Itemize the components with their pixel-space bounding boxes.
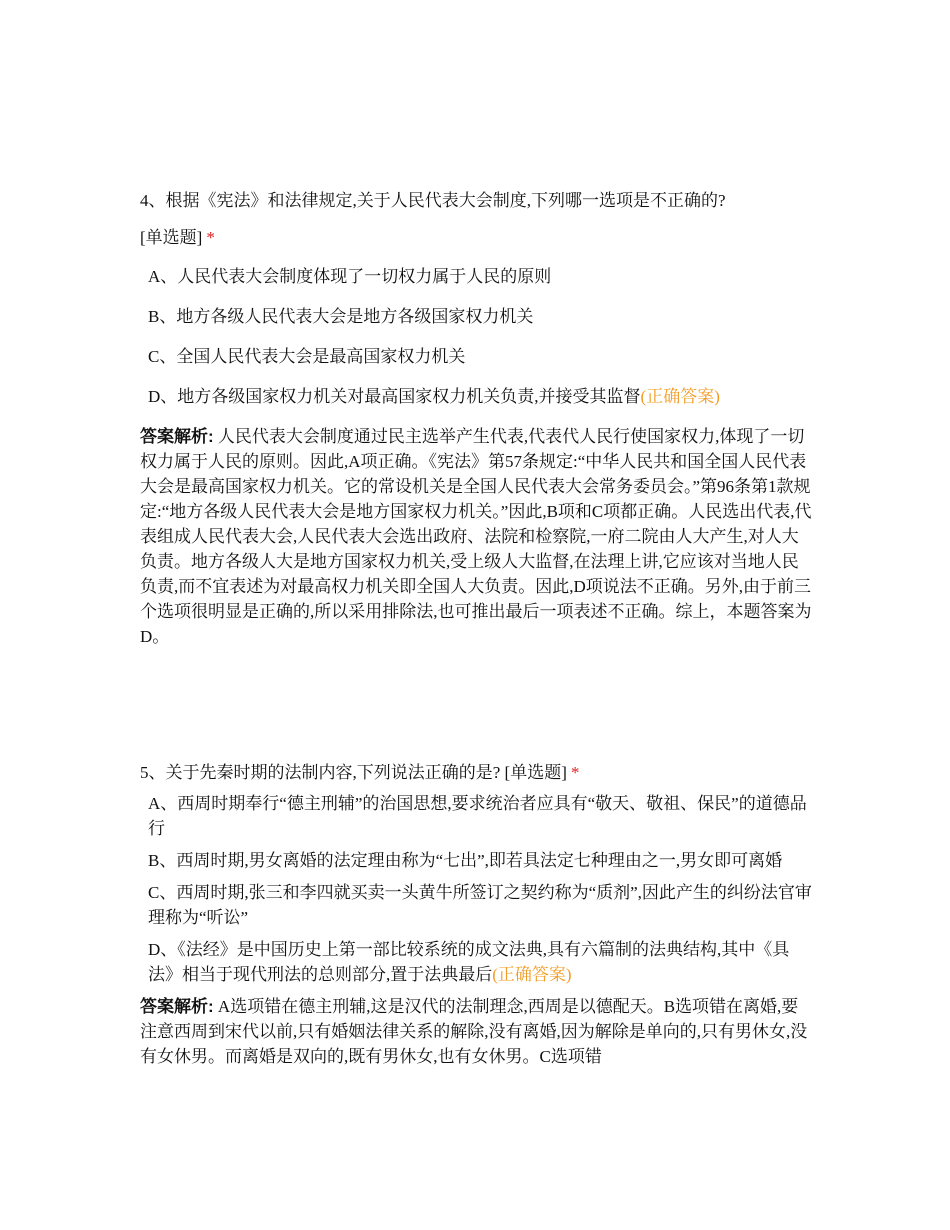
- option-text: A、西周时期奉行“德主刑辅”的治国思想,要求统治者应具有“敬天、敬祖、保民”的道德品行: [148, 794, 807, 838]
- option-d[interactable]: [148, 384, 812, 409]
- option-text: D、《法经》是中国历史上第一部比较系统的成文法典,具有六篇制的法典结构,其中《具法》相当于现代刑法的总则部分,置于法典最后: [148, 940, 790, 984]
- options-list: [140, 791, 812, 987]
- option-a[interactable]: [148, 264, 812, 289]
- correct-answer-tag: (正确答案): [640, 387, 720, 406]
- analysis-label: 答案解析:: [140, 427, 214, 446]
- answer-analysis: [140, 424, 812, 649]
- options-list: [140, 264, 812, 409]
- option-text: B、西周时期,男女离婚的法定理由称为“七出”,即若具法定七种理由之一,男女即可离婚: [148, 851, 783, 870]
- correct-answer-tag: (正确答案): [492, 965, 572, 984]
- question-type-label: [单选题]: [140, 228, 203, 247]
- option-text: D、地方各级国家权力机关对最高国家权力机关负责,并接受其监督: [148, 387, 641, 406]
- question-type-label: [单选题]: [504, 763, 567, 782]
- question-stem-text: 4、根据《宪法》和法律规定,关于人民代表大会制度,下列哪一选项是不正确的?: [140, 191, 726, 210]
- required-mark: *: [206, 228, 215, 247]
- question-type-line: [140, 225, 812, 250]
- analysis-label: 答案解析:: [140, 997, 214, 1016]
- option-text: C、全国人民代表大会是最高国家权力机关: [148, 347, 466, 366]
- option-text: A、人民代表大会制度体现了一切权力属于人民的原则: [148, 267, 552, 286]
- option-text: B、地方各级人民代表大会是地方各级国家权力机关: [148, 307, 534, 326]
- answer-analysis: [140, 994, 812, 1069]
- analysis-text: A选项错在德主刑辅,这是汉代的法制理念,西周是以德配天。B选项错在离婚,要注意西周到宋代以前,只有婚姻法律关系的解除,没有离婚,因为解除是单向的,只有男休女,没有女休男。而离婚是双向的,既有男休女,也有女休男。C选项错: [140, 997, 808, 1066]
- question-stem: [140, 188, 812, 213]
- option-b[interactable]: [148, 304, 812, 329]
- required-mark: *: [570, 763, 580, 782]
- question-stem-text: 5、关于先秦时期的法制内容,下列说法正确的是?: [140, 763, 501, 782]
- option-c[interactable]: [148, 880, 812, 930]
- question-4: [140, 188, 812, 649]
- option-b[interactable]: [148, 848, 812, 873]
- question-stem: [140, 760, 812, 785]
- analysis-text: 人民代表大会制度通过民主选举产生代表,代表代人民行使国家权力,体现了一切权力属于人民的原则。因此,A项正确。《宪法》第57条规定:“中华人民共和国全国人民代表大会是最高国家权力机关。它的常设机关是全国人民代表大会常务委员会。”第96条第1款规定:“地方各级人民代表大会是地方国家权力机关。”因此,B项和C项都正确。人民选出代表,代表组成人民代表大会,人民代表大会选出政府、法院和检察院,一府二院由人大产生,对人大负责。地方各级人大是地方国家权力机关,受上级人大监督,在法理上讲,它应该对当地人民负责,而不宜表述为对最高权力机关即全国人大负责。因此,D项说法不正确。另外,由于前三个选项很明显是正确的,所以采用排除法,也可推出最后一项表述不正确。综上，本题答案为D。: [140, 427, 812, 646]
- option-d[interactable]: [148, 937, 812, 987]
- question-5: [140, 760, 812, 1069]
- option-a[interactable]: [148, 791, 812, 841]
- option-c[interactable]: [148, 344, 812, 369]
- option-text: C、西周时期,张三和李四就买卖一头黄牛所签订之契约称为“质剂”,因此产生的纠纷法官审理称为“听讼”: [148, 883, 812, 927]
